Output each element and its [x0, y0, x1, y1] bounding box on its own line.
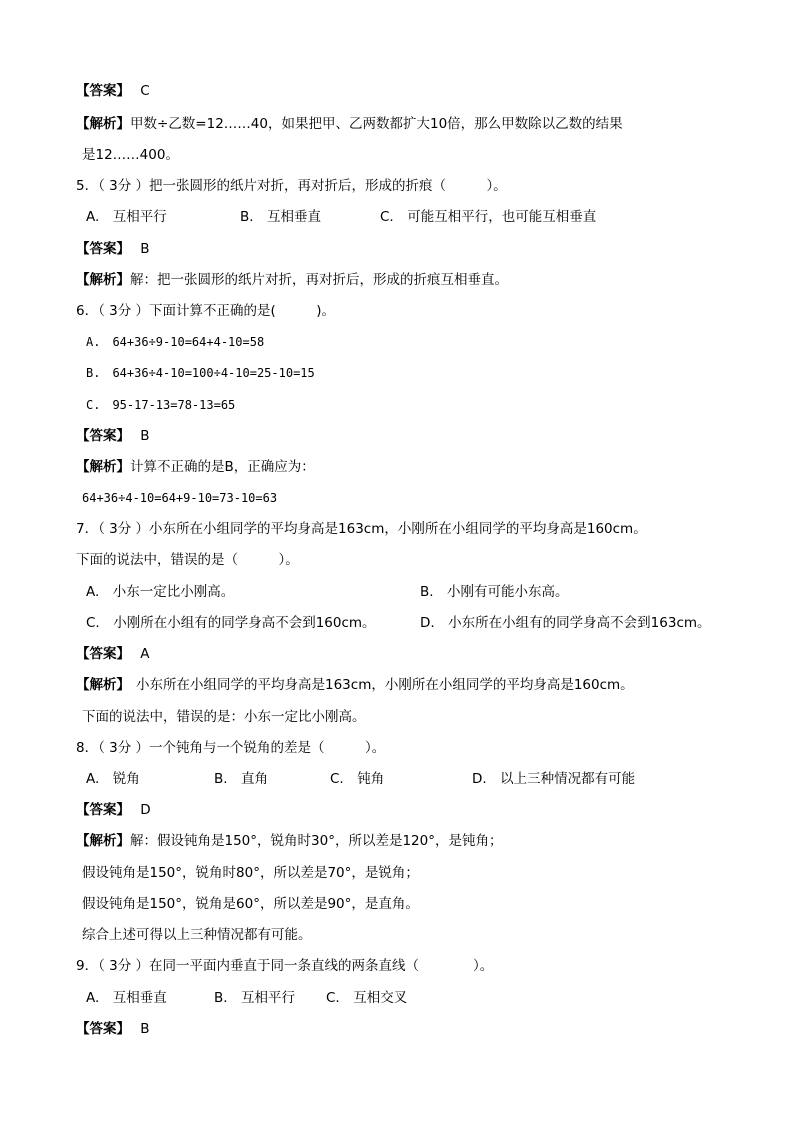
answer-label: 【答案】 — [76, 1021, 130, 1037]
q9-stem: 9．（ 3分 ）在同一平面内垂直于同一条直线的两条直线（ ）。 — [76, 958, 494, 974]
analysis-text: 计算不正确的是B，正确应为： — [130, 459, 315, 475]
q7-option-c: C. 小刚所在小组有的同学身高不会到160cm。 — [86, 615, 376, 631]
answer-value: B — [140, 428, 150, 444]
q8-analysis-line2: 假设钝角是150°，锐角时80°，所以差是70°，是锐角； — [82, 865, 419, 881]
q7-option-a: A. 小东一定比小刚高。 — [86, 584, 235, 600]
q6-option-c: C. 95-17-13=78-13=65 — [86, 398, 236, 412]
q7-stem-line2: 下面的说法中，错误的是（ ）。 — [76, 552, 299, 568]
q6-answer-row — [76, 427, 150, 445]
q8-answer-row — [76, 801, 151, 819]
q7-analysis-line2: 下面的说法中，错误的是：小东一定比小刚高。 — [82, 709, 366, 725]
q8-option-a: A. 锐角 — [86, 771, 140, 787]
q8-option-d: D. 以上三种情况都有可能 — [472, 771, 636, 787]
q8-option-c: C. 钝角 — [330, 771, 385, 787]
q5-stem: 5．（ 3分 ）把一张圆形的纸片对折，再对折后，形成的折痕（ ）。 — [76, 178, 507, 194]
analysis-text: 解：假设钝角是150°，锐角时30°，所以差是120°，是钝角； — [130, 833, 503, 849]
answer-label: 【答案】 — [76, 428, 130, 444]
q9-answer-row — [76, 1020, 150, 1038]
q9-option-c: C. 互相交叉 — [326, 990, 408, 1006]
q8-stem: 8．（ 3分 ）一个钝角与一个锐角的差是（ ）。 — [76, 740, 386, 756]
q6-analysis-line2: 64+36÷4-10=64+9-10=73-10=63 — [82, 491, 278, 505]
analysis-label: 【解析】 — [76, 833, 130, 849]
answer-label: 【答案】 — [76, 646, 130, 662]
q6-option-a: A. 64+36÷9-10=64+4-10=58 — [86, 335, 265, 349]
q8-analysis-row — [76, 832, 502, 850]
q7-option-b: B. 小刚有可能小东高。 — [420, 584, 569, 600]
analysis-label: 【解析】 — [76, 116, 130, 132]
analysis-label: 【解析】 — [76, 459, 130, 475]
analysis-label: 【解析】 — [76, 272, 130, 288]
prev-analysis-line2: 是12……400。 — [82, 147, 179, 163]
answer-value: A — [140, 646, 150, 662]
prev-answer-row — [76, 82, 150, 100]
answer-value: D — [140, 802, 151, 818]
q5-option-c: C. 可能互相平行，也可能互相垂直 — [380, 209, 597, 225]
q5-option-b: B. 互相垂直 — [240, 209, 322, 225]
q9-option-b: B. 互相平行 — [214, 990, 296, 1006]
answer-label: 【答案】 — [76, 241, 130, 257]
q5-analysis-row — [76, 271, 508, 289]
q8-option-b: B. 直角 — [214, 771, 269, 787]
q7-stem-line1: 7．（ 3分 ）小东所在小组同学的平均身高是163cm，小刚所在小组同学的平均身高是160cm。 — [76, 521, 647, 537]
q5-answer-row — [76, 240, 150, 258]
q7-option-d: D. 小东所在小组有的同学身高不会到163cm。 — [420, 615, 711, 631]
answer-label: 【答案】 — [76, 802, 130, 818]
q8-analysis-line4: 综合上述可得以上三种情况都有可能。 — [82, 927, 312, 943]
analysis-text: 解：把一张圆形的纸片对折，再对折后，形成的折痕互相垂直。 — [130, 272, 508, 288]
q8-analysis-line3: 假设钝角是150°，锐角是60°，所以差是90°，是直角。 — [82, 896, 419, 912]
answer-label: 【答案】 — [76, 83, 130, 99]
prev-analysis-row — [76, 115, 623, 133]
answer-value: B — [140, 1021, 150, 1037]
q7-analysis-row — [76, 676, 634, 694]
analysis-text: 小东所在小组同学的平均身高是163cm，小刚所在小组同学的平均身高是160cm。 — [136, 677, 634, 693]
q6-stem: 6．（ 3分 ）下面计算不正确的是( )。 — [76, 303, 336, 319]
q6-option-b: B. 64+36÷4-10=100÷4-10=25-10=15 — [86, 366, 315, 380]
q7-answer-row — [76, 645, 150, 663]
q9-option-a: A. 互相垂直 — [86, 990, 167, 1006]
analysis-text: 甲数÷乙数=12……40，如果把甲、乙两数都扩大10倍，那么甲数除以乙数的结果 — [130, 116, 623, 132]
q5-option-a: A. 互相平行 — [86, 209, 167, 225]
q6-analysis-row — [76, 458, 315, 476]
answer-value: B — [140, 241, 150, 257]
answer-value: C — [140, 83, 150, 99]
analysis-label: 【解析】 — [76, 677, 130, 693]
